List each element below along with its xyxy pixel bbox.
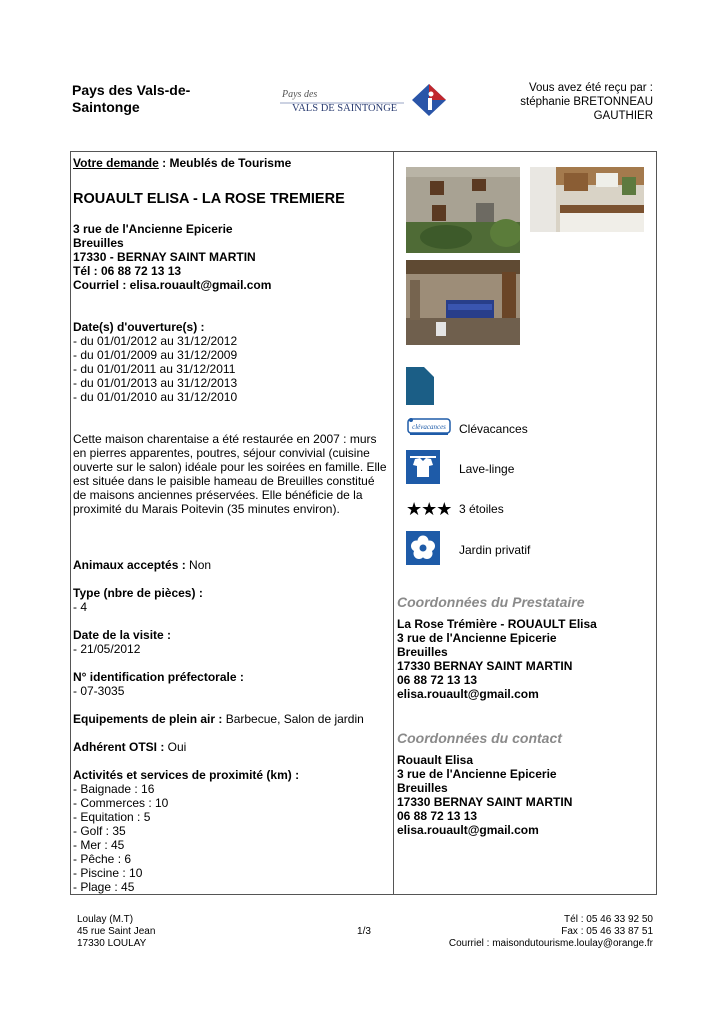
agent-name-line2: GAUTHIER bbox=[593, 110, 653, 122]
type-label: Type (nbre de pièces) : bbox=[73, 586, 203, 600]
clevacances-label: Clévacances bbox=[459, 422, 528, 436]
kitchen-photo[interactable] bbox=[530, 167, 644, 232]
provider-heading: Coordonnées du Prestataire bbox=[397, 594, 585, 610]
request-value: Meublés de Tourisme bbox=[169, 156, 292, 170]
footer-contact: Tél : 05 46 33 92 50 Fax : 05 46 33 87 51 Courriel : maisondutourisme.loulay@orange.fr bbox=[448, 914, 653, 949]
agent-name-line1: stéphanie BRETONNEAU bbox=[520, 96, 653, 108]
rating-feature bbox=[406, 498, 504, 520]
laundry-label: Lave-linge bbox=[459, 462, 515, 476]
flower-icon bbox=[406, 531, 440, 570]
clevacances-logo-text: clévacances bbox=[412, 422, 446, 431]
otsi-line: Adhérent OTSI : Oui bbox=[73, 740, 187, 754]
three-stars-icon: ★★★ bbox=[406, 498, 452, 520]
received-by-line: Vous avez été reçu par : bbox=[528, 82, 653, 94]
equipment-line: Equipements de plein air : Barbecue, Salon de jardin bbox=[73, 712, 364, 726]
activities-list: - Baignade : 16 - Commerces : 10 - Equitation : 5 - Golf : 35 - Mer : 45 - Pêche : 6 - Piscine : 10 - Plage : 45 bbox=[73, 782, 169, 894]
visit-value: - 21/05/2012 bbox=[73, 642, 141, 656]
opening-label: Date(s) d'ouverture(s) : bbox=[73, 320, 205, 334]
clevacances-logo-icon bbox=[406, 417, 452, 442]
received-by bbox=[433, 81, 653, 123]
document-icon bbox=[406, 367, 434, 405]
listing-address: 3 rue de l'Ancienne Epicerie Breuilles 17330 - BERNAY SAINT MARTIN Tél : 06 88 72 13 13 Courriel : elisa.rouault@gmail.com bbox=[73, 222, 272, 292]
request-line: Votre demande : Meublés de Tourisme bbox=[73, 156, 292, 170]
contact-email[interactable]: elisa.rouault@gmail.com bbox=[397, 823, 539, 837]
garden-feature bbox=[406, 533, 531, 567]
rating-label: 3 étoiles bbox=[459, 502, 504, 516]
column-divider bbox=[393, 151, 394, 894]
prefect-label: N° identification préfectorale : bbox=[73, 670, 244, 684]
animals-line: Animaux acceptés : Non bbox=[73, 558, 212, 572]
pays-logo bbox=[276, 80, 456, 120]
provider-details: La Rose Trémière - ROUAULT Elisa 3 rue de l'Ancienne Epicerie Breuilles 17330 BERNAY SAINT MARTIN 06 88 72 13 13 elisa.rouault@gmail.com bbox=[397, 617, 597, 701]
opening-dates: - du 01/01/2012 au 31/12/2012 - du 01/01/2009 au 31/12/2009 - du 01/01/2011 au 31/12/2011 - du 01/01/2013 au 31/12/2013 - du 01/01/2010 au 31/12/2010 bbox=[73, 334, 238, 404]
page-number: 1/3 bbox=[357, 926, 371, 937]
footer-email[interactable]: Courriel : maisondutourisme.loulay@orange.fr bbox=[448, 938, 653, 949]
activities-label: Activités et services de proximité (km) : bbox=[73, 768, 300, 782]
washing-machine-icon bbox=[406, 450, 440, 489]
visit-label: Date de la visite : bbox=[73, 628, 172, 642]
logo-line2: VALS DE SAINTONGE bbox=[292, 103, 398, 114]
listing-details bbox=[73, 156, 391, 894]
laundry-feature bbox=[406, 452, 515, 486]
type-value: - 4 bbox=[73, 600, 88, 614]
footer-address: Loulay (M.T) 45 rue Saint Jean 17330 LOULAY bbox=[77, 914, 156, 949]
request-label: Votre demande bbox=[73, 156, 159, 170]
clevacances-feature bbox=[406, 419, 528, 439]
house-exterior-photo[interactable] bbox=[406, 167, 520, 253]
listing-description: Cette maison charentaise a été restaurée en 2007 : murs en pierres apparentes, poutres, séjour convivial (cuisine ouverte sur le salon) idéale pour les soirées en famille. Elle est située dans le paisible hameau de Breuilles constitué de maisons anciennes préservées. Elle bénéficie de la proximité du Marais Poitevin (35 minutes environ). bbox=[73, 432, 387, 516]
org-name: Pays des Vals-de-Saintonge bbox=[72, 82, 191, 115]
garden-label: Jardin privatif bbox=[459, 543, 531, 557]
provider-email[interactable]: elisa.rouault@gmail.com bbox=[397, 687, 539, 701]
living-room-photo[interactable] bbox=[406, 260, 520, 345]
logo-line1: Pays des bbox=[282, 89, 318, 100]
contact-heading: Coordonnées du contact bbox=[397, 730, 562, 746]
listing-title: ROUAULT ELISA - LA ROSE TREMIERE bbox=[73, 191, 345, 207]
prefect-value: - 07-3035 bbox=[73, 684, 125, 698]
contact-details: Rouault Elisa 3 rue de l'Ancienne Epicerie Breuilles 17330 BERNAY SAINT MARTIN 06 88 72 13 13 elisa.rouault@gmail.com bbox=[397, 753, 573, 837]
